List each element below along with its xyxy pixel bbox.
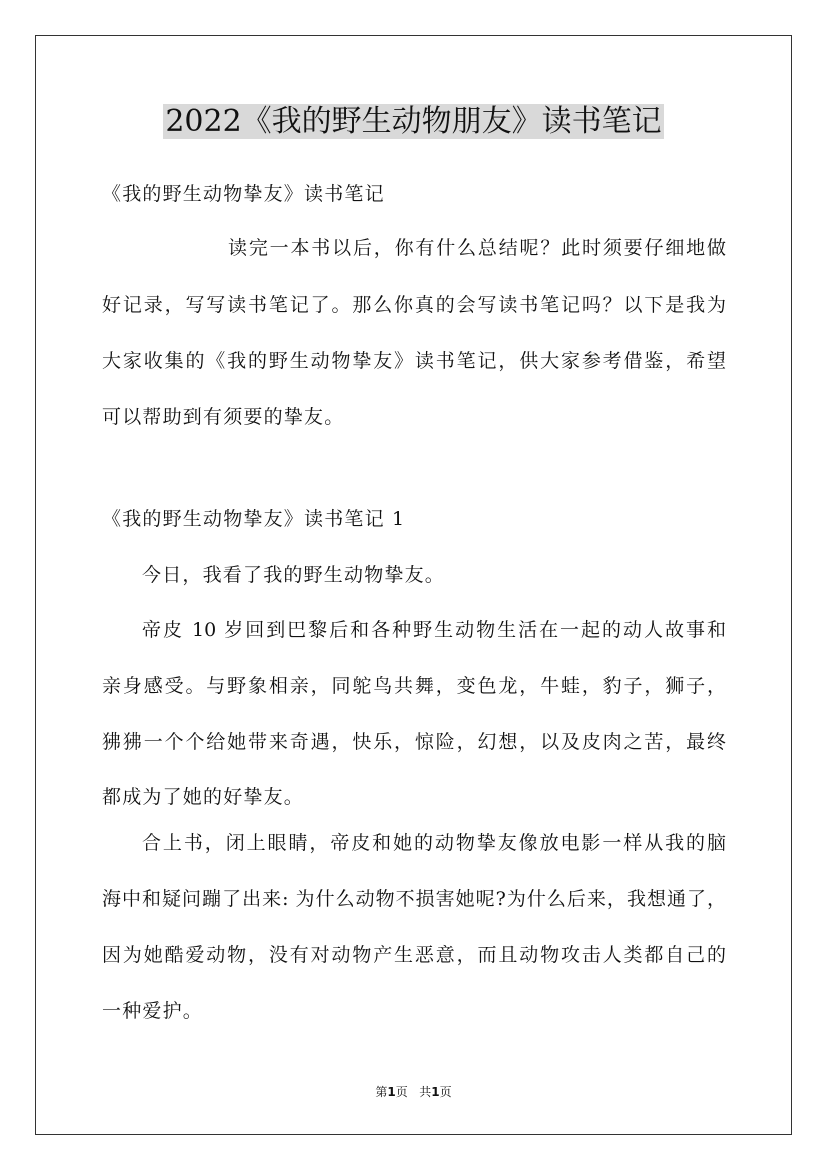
footer-total-number: 1 [431, 1085, 440, 1099]
intro-line-1: 读完一本书以后，你有什么总结呢？此时须要仔细地做 [228, 237, 726, 259]
footer-total-prefix: 共 [419, 1085, 432, 1099]
para2-line-4: 都成为了她的好挚友。 [102, 786, 305, 808]
para3-line-2: 海中和疑问蹦了出来: 为什么动物不损害她呢?为什么后来，我想通了， [102, 888, 726, 910]
intro-line-3: 大家收集的《我的野生动物挚友》读书笔记，供大家参考借鉴，希望 [102, 350, 726, 372]
footer-page-suffix: 页 [395, 1085, 408, 1099]
page-footer [0, 1083, 827, 1100]
document-title: 2022《我的野生动物朋友》读书笔记 [165, 104, 662, 139]
para3-line-1: 合上书，闭上眼睛，帝皮和她的动物挚友像放电影一样从我的脑 [142, 832, 726, 854]
intro-line-4: 可以帮助到有须要的挚友。 [102, 406, 345, 428]
footer-page-number: 1 [387, 1085, 396, 1099]
document-title-row [0, 100, 827, 144]
para1-line-1: 今日，我看了我的野生动物挚友。 [142, 564, 446, 586]
para3-line-3: 因为她酷爱动物，没有对动物产生恶意，而且动物攻击人类都自己的 [102, 944, 726, 966]
para2-line-2: 亲身感受。与野象相亲，同鸵鸟共舞，变色龙，牛蛙，豹子，狮子， [102, 675, 726, 697]
footer-total-suffix: 页 [439, 1085, 452, 1099]
para2-line-1: 帝皮 10 岁回到巴黎后和各种野生动物生活在一起的动人故事和 [142, 619, 726, 641]
subtitle: 《我的野生动物挚友》读书笔记 [102, 183, 385, 205]
footer-page-prefix: 第 [375, 1085, 388, 1099]
intro-line-2: 好记录，写写读书笔记了。那么你真的会写读书笔记吗？以下是我为 [102, 294, 726, 316]
para2-line-3: 狒狒一个个给她带来奇遇，快乐，惊险，幻想，以及皮肉之苦，最终 [102, 731, 726, 753]
para3-line-4: 一种爱护。 [102, 1000, 204, 1022]
section-heading: 《我的野生动物挚友》读书笔记 1 [102, 508, 406, 530]
